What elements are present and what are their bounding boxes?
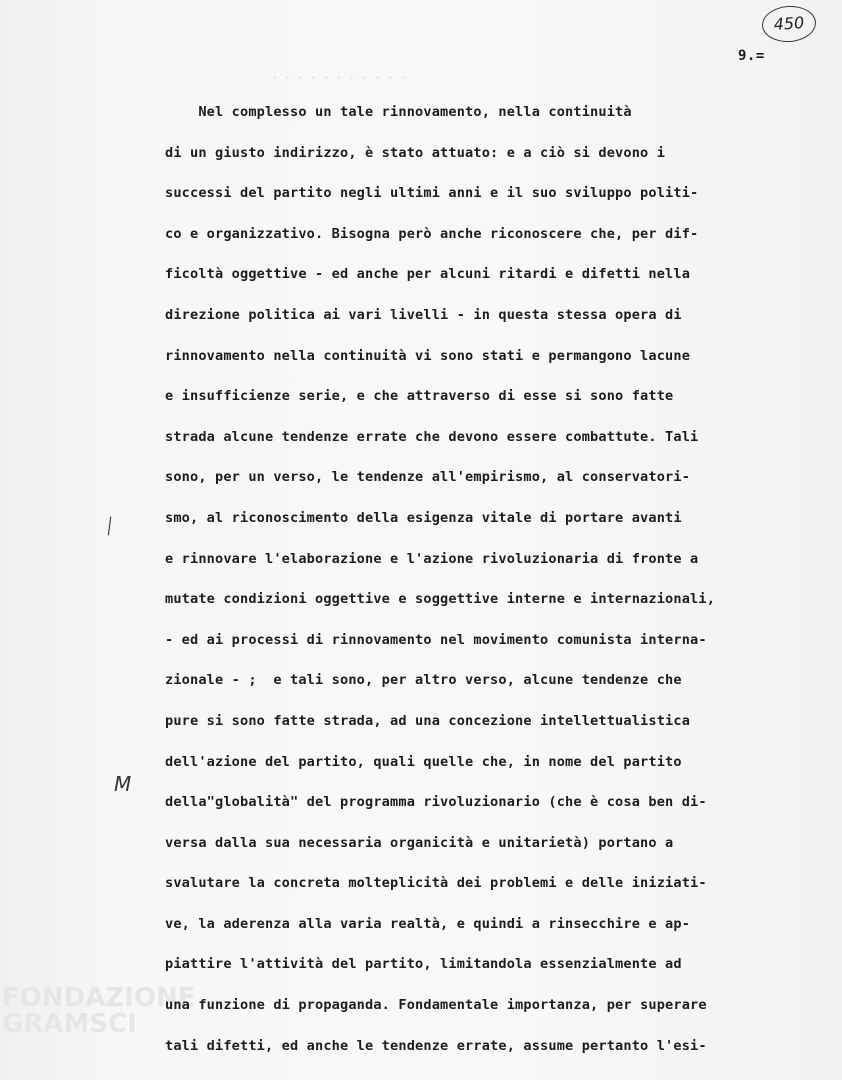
text-line: ficoltà oggettive - ed anche per alcuni ritardi e difetti nella [165,266,691,283]
page-number: 9.= [738,48,765,64]
watermark-line-1: FONDAZIONE [2,983,196,1013]
text-line: mutate condizioni oggettive e soggettive interne e internazionali, [165,591,716,608]
text-line: ve, la aderenza alla varia realtà, e quindi a rinsecchire e ap- [165,915,691,932]
text-line: e insufficienze serie, e che attraverso di esse si sono fatte [165,388,674,405]
text-line: della"globalità" del programma rivoluzionario (che è cosa ben di- [165,794,707,811]
margin-slash-mark: / [103,513,116,540]
text-line: versa dalla sua necessaria organicità e unitarietà) portano a [165,834,674,851]
text-line: zionale - ; e tali sono, per altro verso, alcune tendenze che [165,672,682,689]
text-line: piattire l'attività del partito, limitandola essenzialmente ad [165,956,682,973]
typed-body-text [165,100,825,1074]
faint-stamp-mark: - - - - - - - - - - - [272,73,407,83]
text-line: di un giusto indirizzo, è stato attuato: e a ciò si devono i [165,144,666,161]
watermark-line-2: GRAMSCI [2,1009,137,1039]
text-line: co e organizzativo. Bisogna però anche riconoscere che, per dif- [165,225,699,242]
text-line: svalutare la concreta molteplicità dei problemi e delle iniziati- [165,875,707,892]
text-line: pure si sono fatte strada, ad una concezione intellettualistica [165,712,691,729]
text-line: tali difetti, ed anche le tendenze errate, assume pertanto l'esi- [165,1037,707,1054]
text-line: sono, per un verso, le tendenze all'empirismo, al conservatori- [165,469,691,486]
text-line: rinnovamento nella continuità vi sono stati e permangono lacune [165,347,691,364]
text-line: strada alcune tendenze errate che devono essere combattute. Tali [165,428,699,445]
archive-number-circled: 450 [761,4,817,44]
text-line: - ed ai processi di rinnovamento nel movimento comunista interna- [165,631,707,648]
text-line: e rinnovare l'elaborazione e l'azione rivoluzionaria di fronte a [165,550,699,567]
text-line: smo, al riconoscimento della esigenza vitale di portare avanti [165,509,682,526]
margin-m-mark: M [114,772,132,796]
text-line: Nel complesso un tale rinnovamento, nella continuità [165,104,632,120]
text-line: successi del partito negli ultimi anni e il suo sviluppo politi- [165,185,699,202]
text-line: dell'azione del partito, quali quelle che, in nome del partito [165,753,682,770]
text-line: una funzione di propaganda. Fondamentale importanza, per superare [165,997,707,1014]
text-line: direzione politica ai vari livelli - in questa stessa opera di [165,306,682,323]
